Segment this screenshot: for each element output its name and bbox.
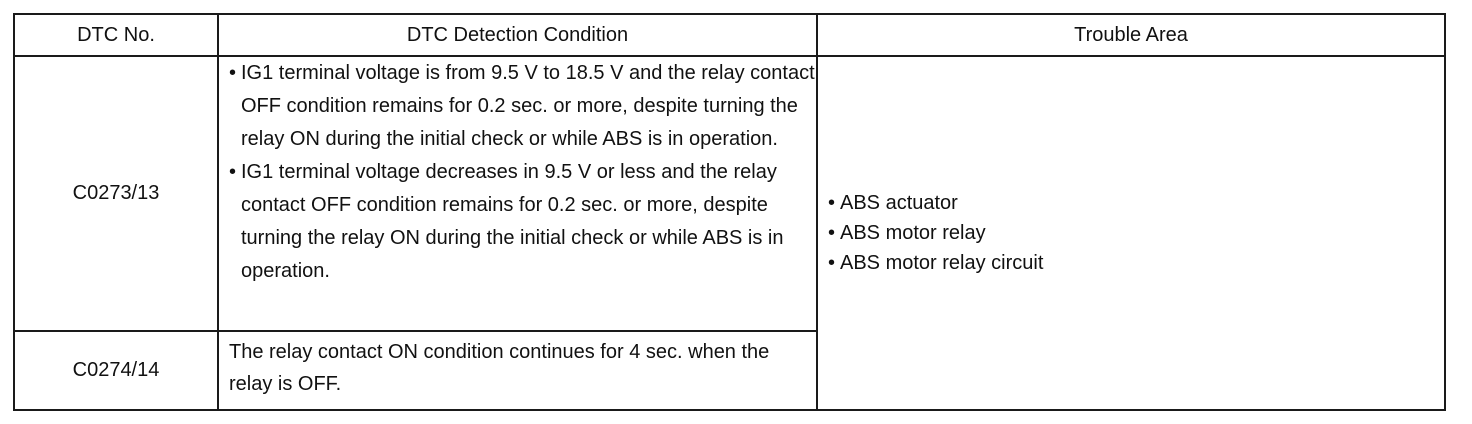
condition-item: • IG1 terminal voltage decreases in 9.5 V or less and the relay contact OFF condition remains for 0.2 sec. or more, despite turning the relay ON during the initial check or while ABS is in operation. xyxy=(219,156,816,288)
trouble-area xyxy=(817,56,1445,410)
condition-list xyxy=(219,57,816,288)
header-row xyxy=(14,14,1445,56)
detection-condition xyxy=(218,331,817,410)
header-dtc-no: DTC No. xyxy=(14,14,218,56)
dtc-table xyxy=(13,13,1446,411)
condition-item: • IG1 terminal voltage is from 9.5 V to 18.5 V and the relay contact OFF condition remains for 0.2 sec. or more, despite turning the relay ON during the initial check or while ABS is in operation. xyxy=(219,57,816,156)
dtc-number: C0273/13 xyxy=(14,56,218,331)
trouble-area-item: • ABS motor relay xyxy=(818,218,1444,248)
trouble-area-item: • ABS motor relay circuit xyxy=(818,248,1444,278)
table-row xyxy=(14,56,1445,331)
trouble-area-item: • ABS actuator xyxy=(818,188,1444,218)
trouble-area-list xyxy=(818,188,1444,278)
detection-condition xyxy=(218,56,817,331)
header-detection-condition: DTC Detection Condition xyxy=(218,14,817,56)
header-trouble-area: Trouble Area xyxy=(817,14,1445,56)
condition-text: The relay contact ON condition continues for 4 sec. when the relay is OFF. xyxy=(229,341,770,395)
dtc-number: C0274/14 xyxy=(14,331,218,410)
